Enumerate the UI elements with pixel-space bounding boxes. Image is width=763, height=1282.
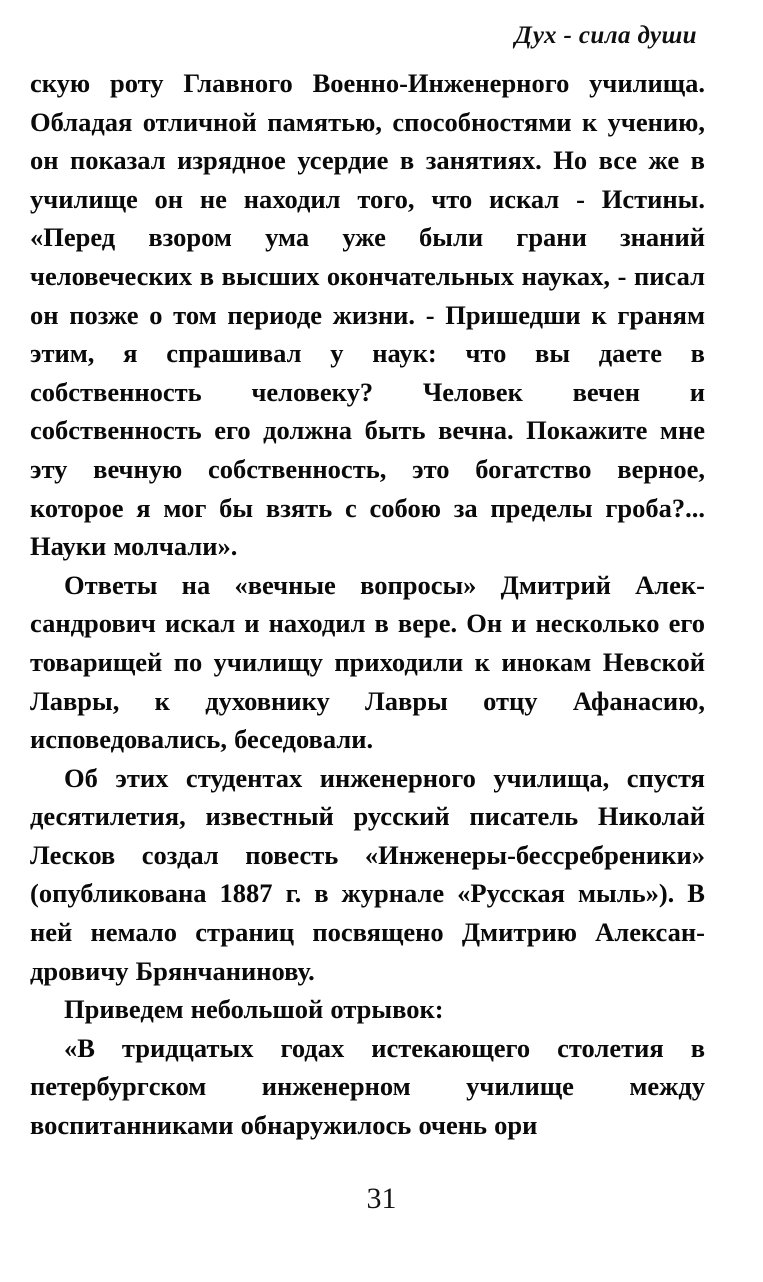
body-text [30,64,705,1145]
paragraph: «В тридцатых годах истекающего столетия в петербургском инженерном училище между воспитанниками обнаружилось очень ори [30,1032,705,1141]
paragraph: скую роту Главного Военно-Инженерного училища. Обладая отличной памятью, способностями к учению, он показал изрядное усердие в занятиях. Но все же в училище он не находил того, что искал - Истины. «Перед взором ума уже были грани знаний человеческих в высших окончательных науках, - писал он позже о том периоде жизни. - Пришедши к граням этим, я спрашивал у наук: что вы даете в собственность человеку? Человек вечен и собственность его должна быть вечна. Покажите мне эту вечную собственность, это богатство верное, которое я мог бы взять с собою за пределы гроба?... Науки молчали». [30,68,705,562]
paragraph: Ответы на «вечные вопросы» Дмитрий Александрович искал и находил в вере. Он и несколько его товарищей по училищу приходили к инокам Невской Лавры, к духовнику Лавры отцу Афанасию, исповедовались, беседовали. [30,569,705,755]
paragraph: Приведем небольшой отрывок: [64,994,444,1025]
page-number: 31 [366,1182,397,1215]
paragraph: Об этих студентах инженерного училища, спустя десятилетия, известный русский писатель Николай Лесков создал повесть «Инженеры-бессребреники» (опубликована 1887 г. в журнале «Русская мыль»). В ней немало страниц посвящено Дмитрию Александровичу Брянчанинову. [30,762,705,986]
running-head: Дух - сила души [514,22,697,49]
